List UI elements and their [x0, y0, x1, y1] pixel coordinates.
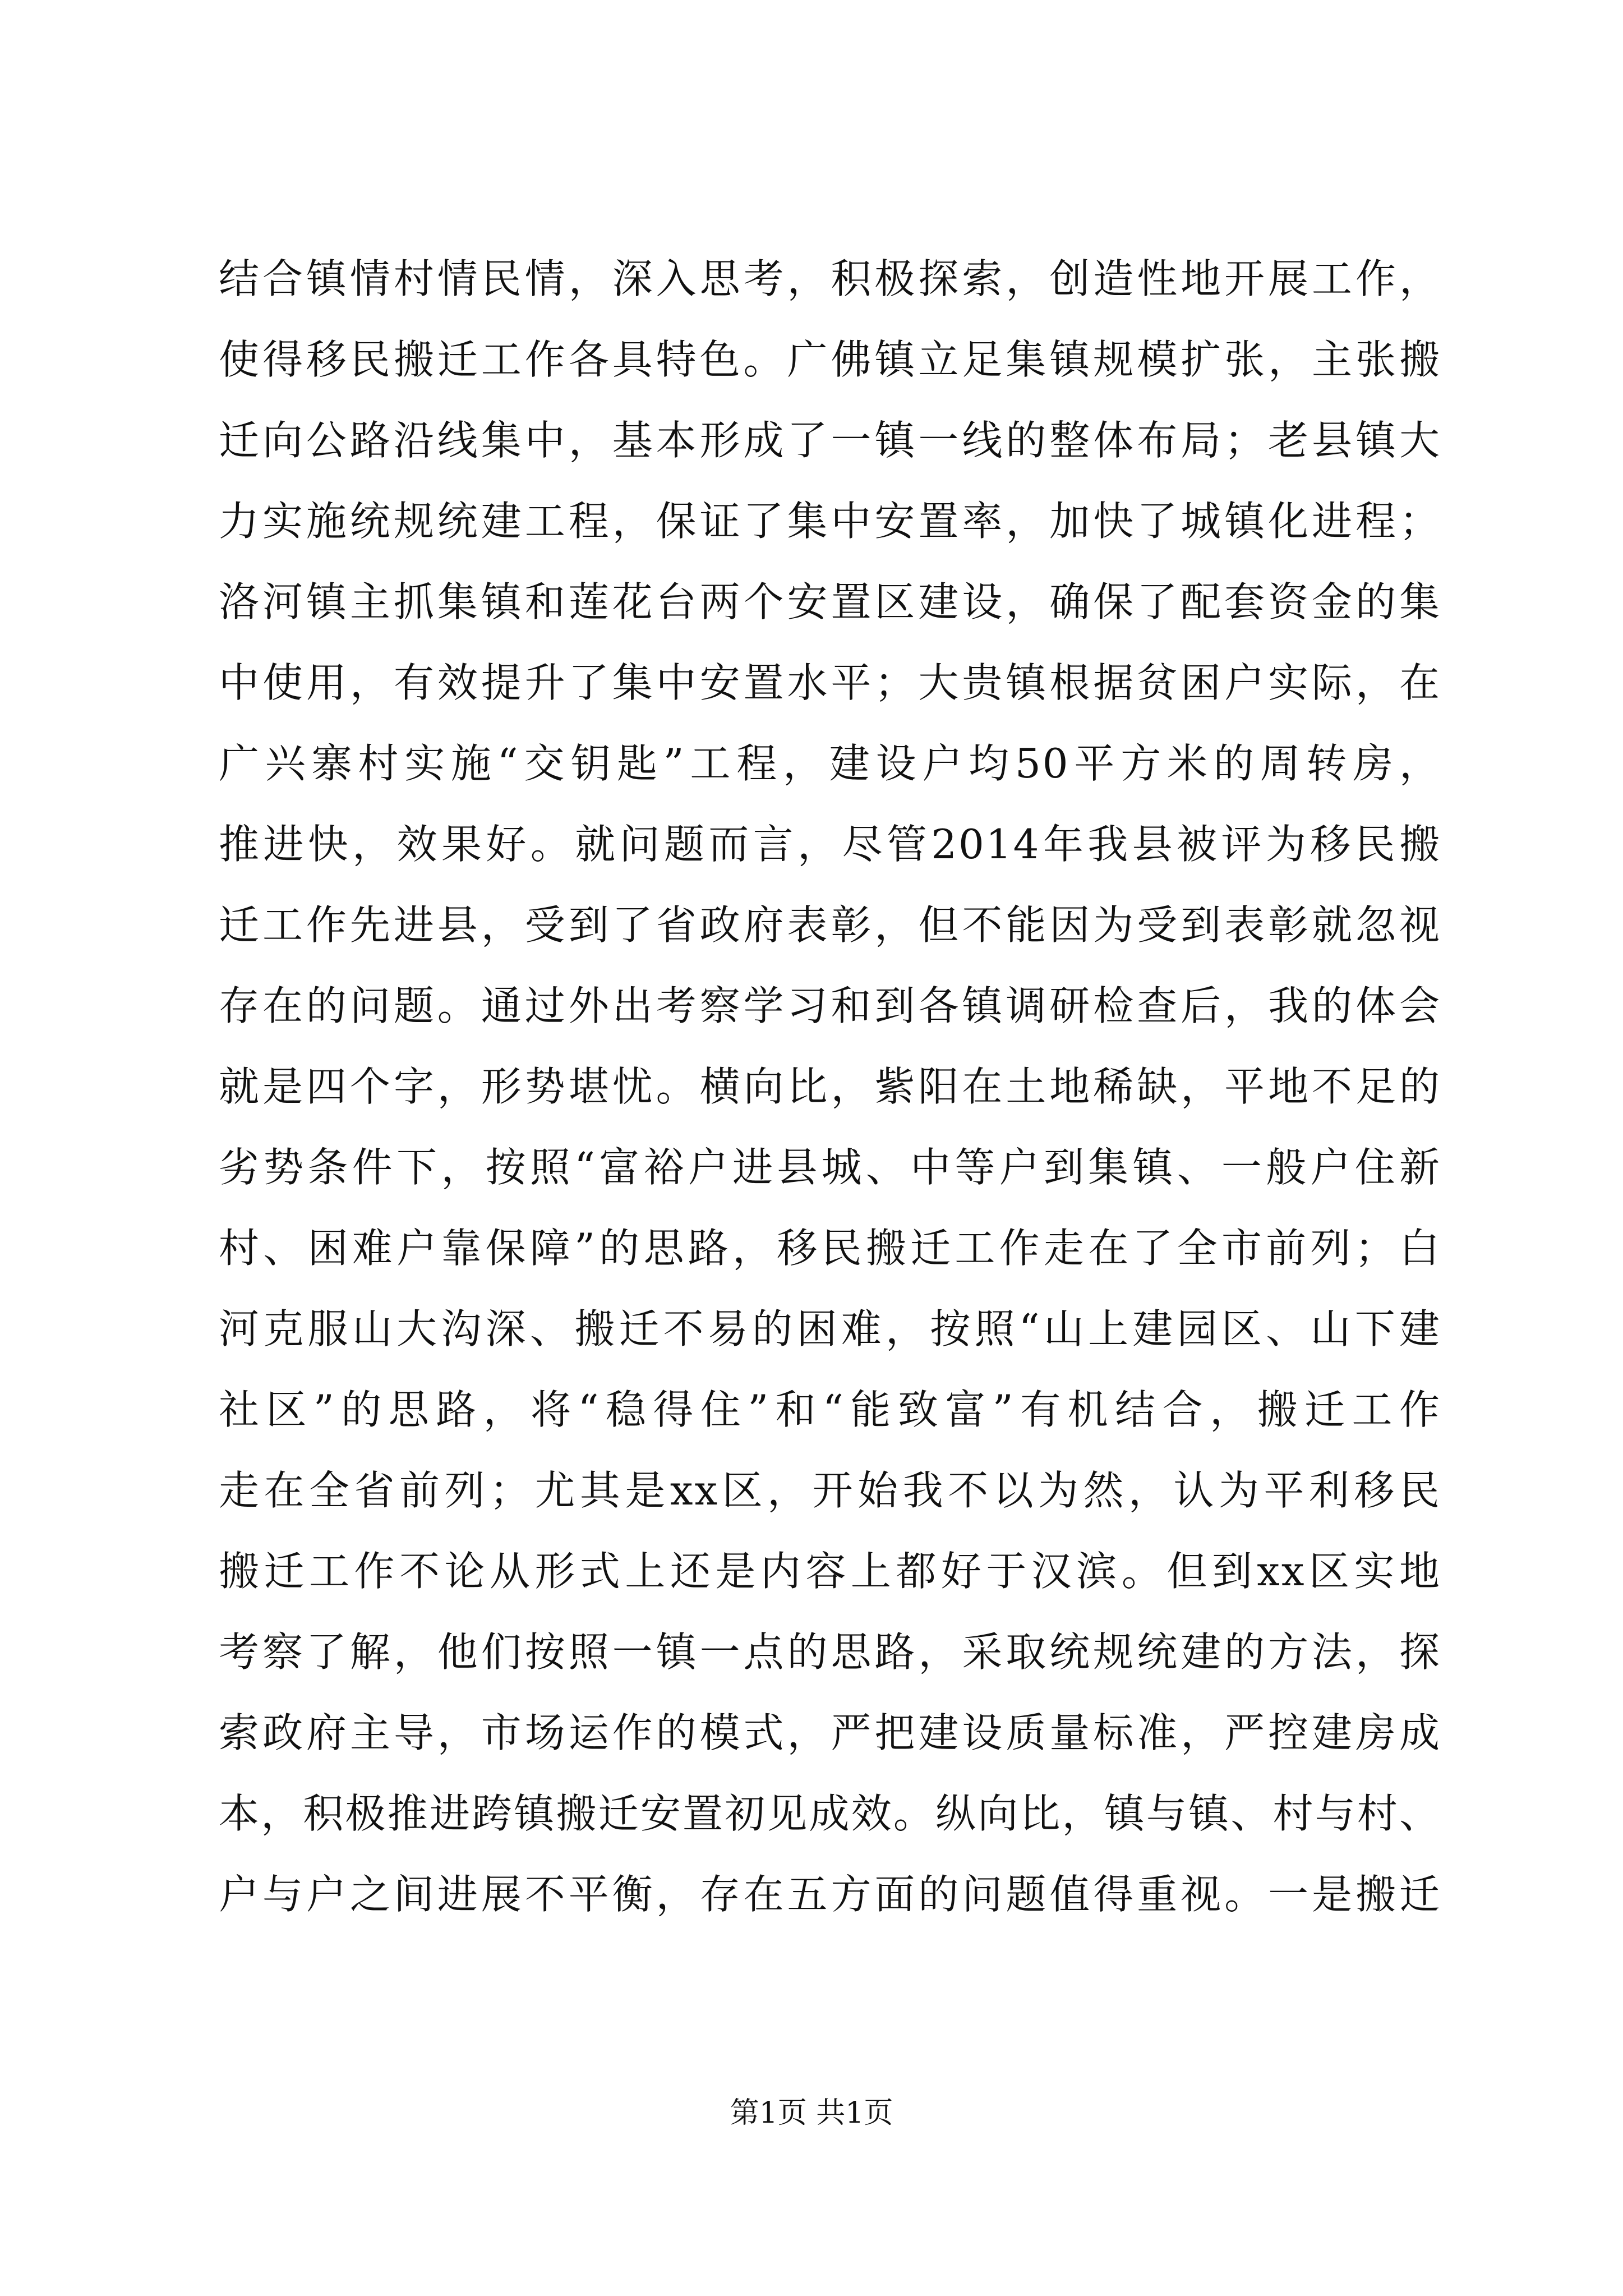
page-number-footer: 第1页 共1页: [730, 2096, 893, 2130]
text-line: 走在全省前列；尤其是xx区，开始我不以为然，认为平利移民: [219, 1467, 1441, 1514]
text-line: 户与户之间进展不平衡，存在五方面的问题值得重视。一是搬迁: [219, 1871, 1441, 1918]
text-line: 本，积极推进跨镇搬迁安置初见成效。纵向比，镇与镇、村与村、: [219, 1790, 1441, 1837]
text-line: 迁工作先进县，受到了省政府表彰，但不能因为受到表彰就忽视: [219, 901, 1441, 949]
text-line: 洛河镇主抓集镇和莲花台两个安置区建设，确保了配套资金的集: [219, 578, 1441, 625]
text-line: 考察了解，他们按照一镇一点的思路，采取统规统建的方法，探: [219, 1628, 1441, 1676]
text-line: 广兴寨村实施“交钥匙”工程，建设户均50平方米的周转房，: [219, 740, 1441, 787]
text-line: 使得移民搬迁工作各具特色。广佛镇立足集镇规模扩张，主张搬: [219, 336, 1441, 383]
text-line: 迁向公路沿线集中，基本形成了一镇一线的整体布局；老县镇大: [219, 417, 1441, 464]
text-line: 索政府主导，市场运作的模式，严把建设质量标准，严控建房成: [219, 1709, 1441, 1756]
text-line: 劣势条件下，按照“富裕户进县城、中等户到集镇、一般户住新: [219, 1144, 1441, 1191]
text-line: 村、困难户靠保障”的思路，移民搬迁工作走在了全市前列；白: [219, 1225, 1441, 1272]
text-line: 存在的问题。通过外出考察学习和到各镇调研检查后，我的体会: [219, 982, 1441, 1029]
text-line: 结合镇情村情民情，深入思考，积极探索，创造性地开展工作，: [219, 255, 1441, 302]
text-line: 中使用，有效提升了集中安置水平；大贵镇根据贫困户实际，在: [219, 659, 1441, 706]
body-text: [219, 238, 1441, 1935]
text-line: 力实施统规统建工程，保证了集中安置率，加快了城镇化进程；: [219, 498, 1441, 545]
text-line: 推进快，效果好。就问题而言，尽管2014年我县被评为移民搬: [219, 821, 1441, 868]
text-line: 搬迁工作不论从形式上还是内容上都好于汉滨。但到xx区实地: [219, 1548, 1441, 1595]
text-line: 就是四个字，形势堪忧。横向比，紫阳在土地稀缺，平地不足的: [219, 1063, 1441, 1110]
text-line: 河克服山大沟深、搬迁不易的困难，按照“山上建园区、山下建: [219, 1305, 1441, 1352]
text-line: 社区”的思路，将“稳得住”和“能致富”有机结合，搬迁工作: [219, 1386, 1441, 1433]
